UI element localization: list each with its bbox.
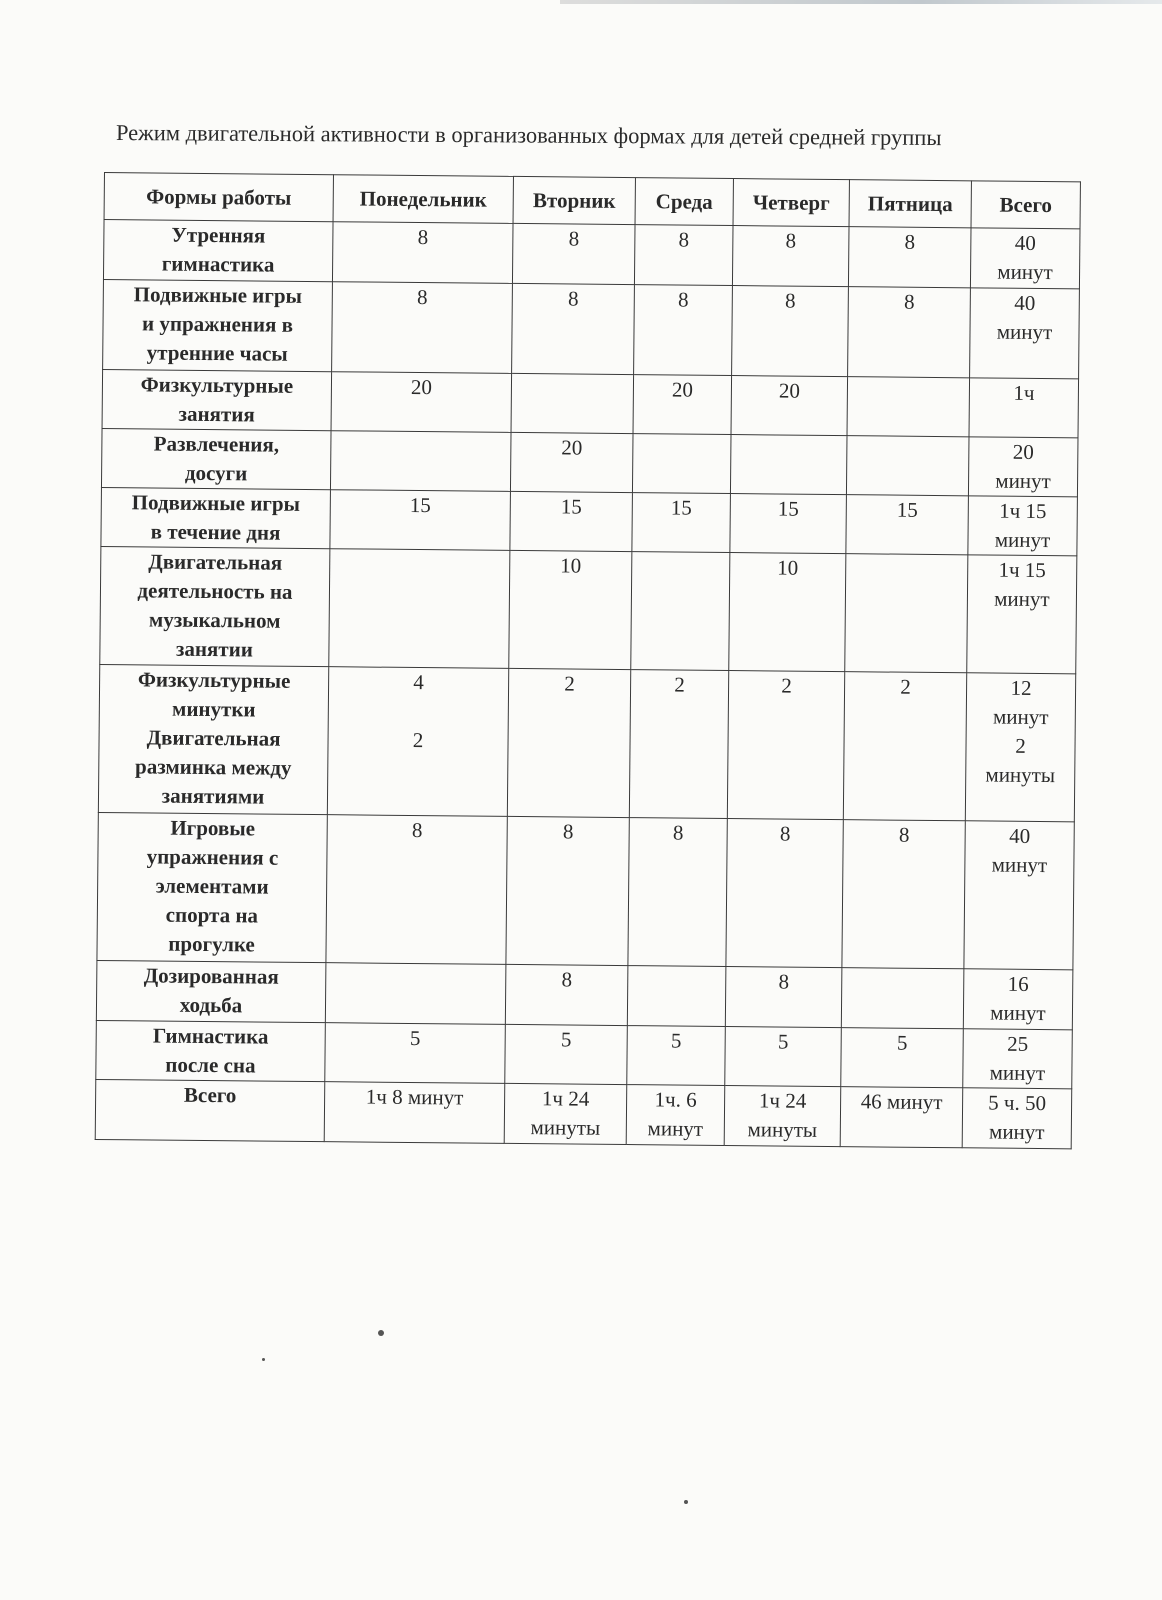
cell-text-line: 5 ч. 50 (988, 1090, 1047, 1116)
value-cell-fri (848, 287, 971, 378)
value-cell-tue (506, 816, 629, 965)
cell-text-line: 1ч 24 (758, 1088, 807, 1113)
cell-text-line: Развлечения, (153, 431, 280, 457)
cell-text-line: 2 (412, 727, 424, 753)
cell-text-line: 1ч 24 (541, 1086, 590, 1111)
value-cell-thu (730, 435, 847, 495)
cell-text-line: упражнения с (146, 844, 279, 870)
form-name-cell (103, 279, 333, 371)
value-cell-thu (731, 376, 848, 436)
cell-text-line: минут (647, 1116, 704, 1141)
cell-text-line: 1ч (1013, 380, 1035, 405)
cell-text-line: 8 (904, 229, 916, 254)
cell-text-line: 20 (410, 374, 433, 400)
table-row (100, 546, 1077, 673)
total-cell (970, 288, 1080, 379)
cell-text-line: 8 (417, 225, 429, 250)
value-cell-thu (732, 286, 849, 377)
cell-text-line: разминка между (135, 754, 292, 780)
table-row (96, 1020, 1073, 1088)
cell-text-line: Подвижные игры (131, 490, 301, 516)
total-cell (965, 673, 1075, 822)
value-cell-wed (628, 818, 727, 967)
cell-text-line: Утренняя (171, 222, 266, 248)
cell-text-line: минут (988, 1119, 1045, 1145)
cell-text-line: занятия (178, 401, 255, 427)
cell-text-line: 2 (900, 674, 911, 699)
value-cell-mon (325, 1023, 506, 1084)
cell-text-line: 15 (670, 495, 692, 520)
cell-text-line: занятиями (161, 783, 265, 809)
total-cell (968, 496, 1078, 556)
table-row (97, 812, 1074, 969)
cell-text-line: минут (992, 704, 1049, 730)
value-cell-mon (332, 222, 513, 284)
value-cell-fri (841, 1028, 964, 1088)
cell-text-line: минут (990, 1000, 1046, 1026)
cell-text-line: 20 (1012, 439, 1034, 464)
value-cell-fri (843, 672, 966, 821)
cell-text-line: занятии (175, 636, 253, 662)
scan-speck (684, 1500, 688, 1504)
cell-text-line: 15 (777, 496, 799, 521)
form-name-cell (102, 369, 332, 430)
form-name-cell (96, 1020, 326, 1081)
cell-text-line: досуги (184, 460, 248, 486)
value-cell-thu (732, 226, 849, 287)
cell-text-line: 20 (561, 435, 583, 460)
header-wednesday: Среда (635, 178, 733, 226)
cell-text-line: Гимнастика (152, 1023, 269, 1049)
value-cell-thu (729, 553, 846, 672)
total-cell (967, 555, 1077, 674)
cell-text-line: 15 (560, 494, 582, 519)
value-cell-tue (509, 550, 632, 669)
value-cell-tue (510, 432, 633, 492)
cell-text-line: 40 (1014, 230, 1036, 255)
form-name-cell (95, 1079, 325, 1141)
scan-top-edge (560, 0, 1162, 4)
form-name-cell (103, 220, 333, 282)
table-row (96, 960, 1073, 1029)
activity-schedule-table (95, 172, 1081, 1149)
form-name-cell (96, 960, 326, 1022)
cell-text-line: и упражнения в (141, 311, 294, 337)
value-cell-wed (633, 375, 732, 435)
cell-text-line: 1ч. 6 (654, 1087, 697, 1112)
header-forms: Формы работы (104, 173, 333, 222)
cell-text-line: Физкультурные (140, 372, 294, 398)
cell-text-line: минут (994, 586, 1050, 612)
cell-text-line: утренние часы (146, 340, 288, 366)
value-cell-wed (629, 670, 728, 819)
total-cell (969, 378, 1079, 438)
value-cell-fri (848, 227, 971, 288)
total-cell (970, 228, 1080, 289)
cell-text-line: 8 (672, 820, 684, 845)
cell-text-line: 5 (896, 1030, 908, 1055)
value-cell-mon (331, 372, 512, 433)
value-cell-wed (631, 552, 730, 671)
table-row (98, 664, 1075, 821)
cell-text-line: Подвижные игры (133, 282, 303, 308)
cell-text-line: минут (995, 468, 1051, 494)
value-cell-fri (841, 968, 964, 1029)
cell-text-line: 8 (562, 819, 574, 844)
total-cell (962, 1088, 1072, 1149)
cell-text-line: 20 (671, 377, 694, 402)
value-cell-wed (632, 493, 731, 553)
cell-text-line: 2 (1015, 733, 1026, 758)
form-name-cell (98, 664, 328, 814)
cell-text-line: 2 (781, 673, 792, 698)
cell-text-line: ходьба (179, 992, 243, 1018)
table-row (103, 220, 1080, 289)
cell-text-line: Всего (183, 1082, 237, 1108)
value-cell-mon (330, 490, 511, 551)
cell-text-line: 10 (560, 553, 582, 578)
value-cell-fri (840, 1087, 963, 1148)
value-cell-thu (725, 1027, 842, 1087)
cell-text-line: 2 (564, 671, 575, 696)
value-cell-fri (845, 554, 968, 673)
scan-speck (262, 1358, 265, 1361)
cell-text-line: гимнастика (161, 251, 275, 277)
value-cell-tue (511, 373, 634, 433)
value-cell-mon (332, 282, 513, 374)
scan-speck (378, 1330, 384, 1336)
value-cell-tue (512, 283, 635, 374)
cell-text-line: 8 (568, 226, 580, 251)
cell-text-line: 15 (896, 497, 918, 522)
form-name-cell (100, 546, 330, 666)
cell-text-line: минут (994, 527, 1051, 553)
cell-text-line: минуты (530, 1115, 601, 1140)
header-tuesday: Вторник (513, 176, 635, 224)
header-friday: Пятница (849, 180, 971, 228)
header-thursday: Четверг (733, 179, 849, 227)
cell-text-line: деятельность на (137, 578, 293, 604)
cell-text-line: Дозированная (143, 963, 279, 989)
cell-text-line: 8 (778, 969, 790, 994)
cell-text-line: 5 (670, 1028, 682, 1053)
header-monday: Понедельник (333, 175, 513, 224)
table-row (95, 1079, 1072, 1148)
cell-text-line: 5 (777, 1029, 789, 1054)
total-cell (963, 969, 1073, 1030)
cell-text-line: минутки (171, 696, 256, 722)
value-cell-wed (626, 1085, 725, 1146)
cell-text-line: 8 (677, 287, 689, 312)
value-cell-thu (725, 967, 842, 1028)
total-cell (964, 821, 1074, 970)
cell-text-line: после сна (165, 1052, 256, 1078)
value-cell-mon (326, 815, 507, 965)
cell-text-line: минут (997, 259, 1053, 285)
value-cell-thu (726, 819, 843, 968)
cell-text-line: 2 (674, 672, 685, 697)
value-cell-thu (730, 494, 847, 554)
cell-text-line: Физкультурные (137, 667, 291, 693)
header-total: Всего (971, 181, 1080, 229)
cell-text-line: 10 (777, 555, 799, 580)
cell-text-line: 8 (561, 967, 573, 992)
cell-text-line: 25 (1007, 1031, 1029, 1056)
total-cell (963, 1029, 1073, 1089)
value-cell-fri (842, 820, 965, 969)
value-cell-tue (505, 1024, 628, 1084)
form-name-cell (101, 428, 331, 489)
cell-text-line: 8 (416, 285, 428, 310)
cell-text-line: в течение дня (150, 519, 281, 545)
cell-text-line: 46 минут (860, 1089, 943, 1115)
value-cell-tue (505, 964, 628, 1025)
value-cell-wed (632, 434, 731, 494)
cell-text-line: Игровые (170, 815, 256, 841)
cell-text-line: минут (989, 1060, 1046, 1086)
document-title: Режим двигательной активности в организованных формах для детей средней группы (115, 120, 942, 151)
table-row (103, 279, 1080, 378)
form-name-cell (101, 487, 331, 548)
value-cell-fri (847, 377, 970, 437)
cell-text-line: 1ч 15 (998, 557, 1046, 583)
cell-text-line: 8 (898, 822, 910, 847)
value-cell-fri (846, 436, 969, 496)
cell-text-line (333, 696, 504, 727)
form-name-cell (97, 812, 327, 962)
cell-text-line: минуты (985, 762, 1056, 788)
cell-text-line: минут (991, 852, 1048, 878)
cell-text-line: минут (996, 319, 1053, 345)
cell-text-line: спорта на (165, 902, 259, 928)
cell-text-line: 8 (411, 817, 423, 843)
cell-text-line: минуты (747, 1117, 818, 1142)
cell-text-line: 20 (778, 378, 801, 403)
table-row (101, 428, 1078, 496)
cell-text-line: 4 (413, 669, 424, 695)
value-cell-thu (727, 671, 844, 820)
value-cell-tue (507, 668, 630, 817)
cell-text-line: 8 (779, 821, 791, 846)
cell-text-line: 40 (1014, 290, 1036, 315)
value-cell-mon (325, 963, 506, 1025)
schedule-table-wrapper (95, 172, 1081, 1149)
value-cell-wed (634, 285, 733, 376)
cell-text-line: 16 (1007, 971, 1029, 996)
cell-text-line: 8 (678, 227, 690, 252)
value-cell-tue (510, 491, 633, 551)
value-cell-mon (327, 667, 508, 817)
cell-text-line: элементами (155, 873, 269, 899)
cell-text-line: 15 (409, 492, 431, 518)
cell-text-line: Двигательная (146, 725, 281, 751)
cell-text-line: Двигательная (148, 549, 283, 575)
value-cell-tue (512, 223, 635, 284)
cell-text-line: 5 (560, 1027, 572, 1052)
cell-text-line: 12 (1010, 675, 1032, 700)
cell-text-line: 8 (567, 286, 579, 311)
value-cell-wed (627, 1026, 726, 1086)
value-cell-fri (846, 495, 969, 555)
value-cell-wed (634, 225, 733, 286)
value-cell-thu (724, 1086, 841, 1147)
table-row (102, 369, 1079, 437)
cell-text-line: 8 (785, 228, 797, 253)
value-cell-mon (330, 431, 511, 492)
cell-text-line: музыкальном (148, 607, 281, 633)
cell-text-line: 1ч 8 минут (365, 1084, 464, 1110)
table-row (101, 487, 1078, 555)
cell-text-line: 1ч 15 (999, 498, 1047, 524)
table-body (95, 220, 1080, 1149)
cell-text-line: 40 (1009, 823, 1031, 848)
cell-text-line: прогулке (168, 931, 255, 957)
cell-text-line: 8 (784, 288, 796, 313)
cell-text-line: 5 (409, 1025, 421, 1051)
value-cell-mon (329, 549, 510, 669)
value-cell-mon (324, 1082, 505, 1144)
total-cell (968, 437, 1078, 497)
value-cell-wed (627, 966, 726, 1027)
cell-text-line: 8 (903, 289, 915, 314)
value-cell-tue (504, 1083, 627, 1144)
